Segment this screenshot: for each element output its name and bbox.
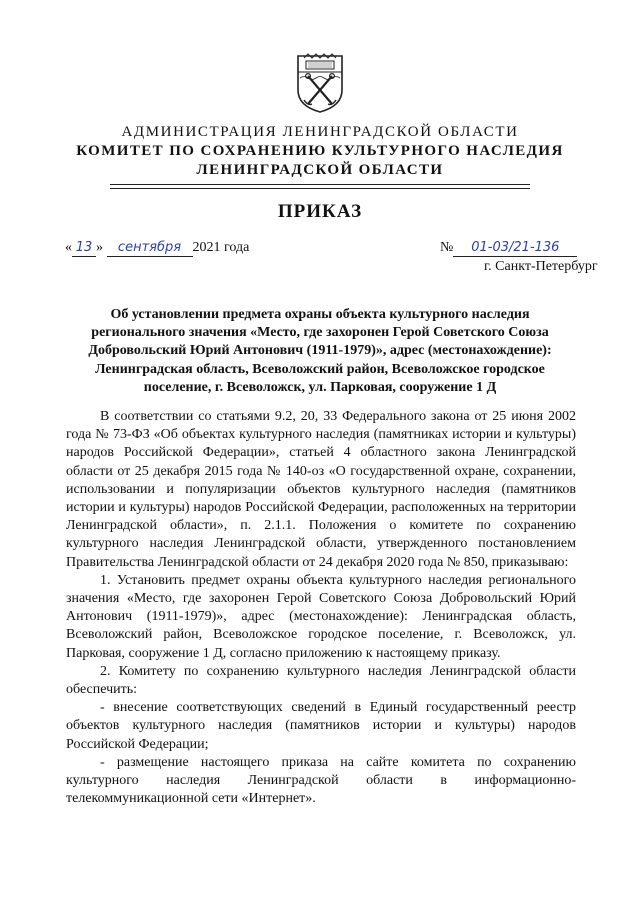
date-quote-open: « [65,240,72,255]
order-number [440,240,577,257]
region-title: ЛЕНИНГРАДСКОЙ ОБЛАСТИ [196,162,444,178]
date-day: 13 [72,240,96,257]
number-prefix: № [440,240,454,255]
order-title: ПРИКАЗ [277,201,363,222]
coat-of-arms-icon [296,52,344,114]
header-rule-bottom [110,188,530,189]
administration-title: АДМИНИСТРАЦИЯ ЛЕНИНГРАДСКОЙ ОБЛАСТИ [121,124,519,140]
body-item-1: 1. Установить предмет охраны объекта культурного наследия регионального значения «Место, где захоронен Герой Советского Союза Добровольский Юрий Антонович (1911-1979)», адрес (местонахождение): Ленинградская область, Всеволожский район, Всеволожское городское поселение, г. Всеволожск, ул. Парковая, сооружение 1 Д, согласно приложению к настоящему приказу. [66,572,576,661]
header-rule-top [110,184,530,185]
body-item-2: 2. Комитету по сохранению культурного наследия Ленинградской области обеспечить: [66,663,576,698]
committee-title: КОМИТЕТ ПО СОХРАНЕНИЮ КУЛЬТУРНОГО НАСЛЕДИЯ [76,143,564,159]
date-quote-close: » [96,240,103,255]
body-item-2b: - размещение настоящего приказа на сайте комитета по сохранению культурного наследия Ленинградской области в информационно-телекоммуникационной сети «Интернет». [66,754,576,807]
number-value: 01-03/21-136 [453,240,577,257]
body-item-2a: - внесение соответствующих сведений в Единый государственный реестр объектов культурного наследия (памятников истории и культуры) народов Российской Федерации; [66,700,576,752]
order-date [65,240,249,257]
date-year: 2021 года [192,240,250,255]
order-body [66,408,576,808]
order-city: г. Санкт-Петербург [484,259,598,274]
date-month: сентября [107,240,193,257]
order-subject: Об установлении предмета охраны объекта культурного наследия регионального значения «Место, где захоронен Герой Советского Союза Добровольский Юрий Антонович (1911-1979)», адрес (местонахождение): Ленинградская область, Всеволожский район, Всеволожское городское поселение, г. Всеволожск, ул. Парковая, сооружение 1 Д [88,307,552,395]
body-preamble: В соответствии со статьями 9.2, 20, 33 Федерального закона от 25 июня 2002 года № 73-ФЗ «Об объектах культурного наследия (памятниках истории и культуры) народов Российской Федерации», статьей 4 областного закона Ленинградской области от 25 декабря 2015 года № 140-оз «О государственной охране, сохранении, использовании и популяризации объектов культурного наследия (памятников истории и культуры) народов Российской Федерации, расположенных на территории Ленинградской области», п. 2.1.1. Положения о комитете по сохранению культурного наследия Ленинградской области, утвержденного постановлением Правительства Ленинградской области от 24 декабря 2020 года № 850, приказываю: [66,409,576,570]
